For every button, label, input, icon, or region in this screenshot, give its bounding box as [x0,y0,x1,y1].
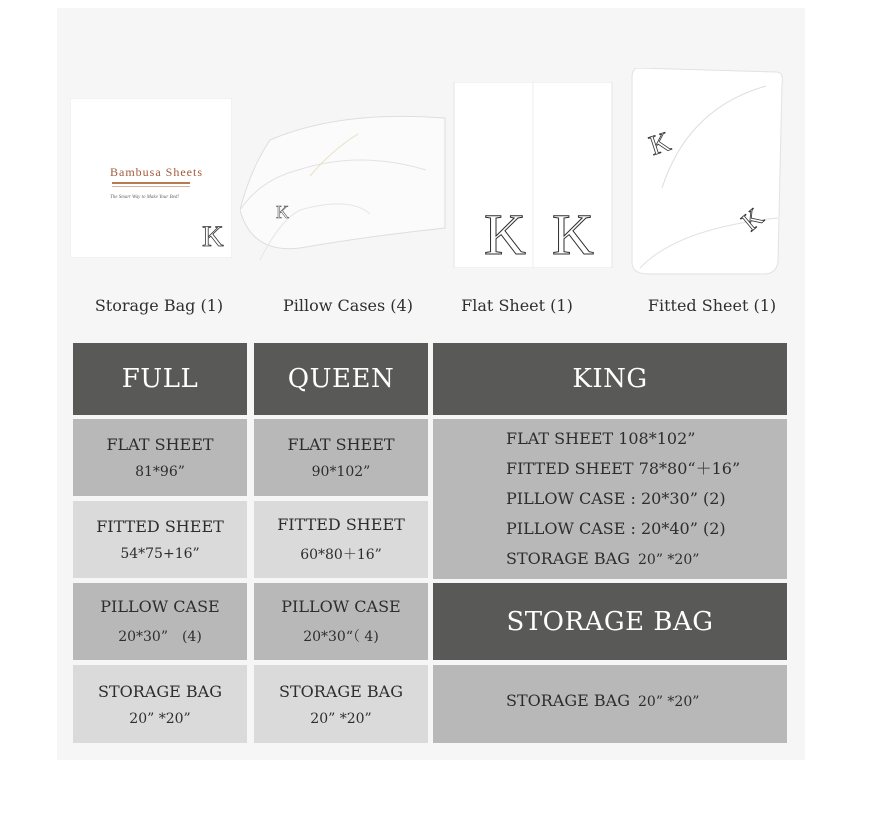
item-size: PILLOW CASE : 20*40” (2) [506,519,726,538]
fitted-sheet-image [628,68,784,278]
item-size: 20” *20” [638,552,700,568]
item-title: FLAT SHEET [287,435,395,454]
item-title: STORAGE BAG [506,691,630,710]
header-queen [254,343,428,415]
item-size: 20” *20” [129,710,191,727]
monogram-k: K [552,202,594,267]
item-size: 54*75+16” [120,546,200,562]
product-caption: Flat Sheet (1) [461,296,573,315]
item-size: PILLOW CASE : 20*30” (2) [506,489,726,508]
item-title: STORAGE BAG [506,549,630,568]
king-pillow-case-standard [506,484,740,514]
item-size: FLAT SHEET 108*102” [506,429,696,448]
product-caption: Pillow Cases (4) [283,296,413,315]
item-title: PILLOW CASE [100,597,220,616]
queen-fitted-sheet [254,501,428,578]
header-label: FULL [121,364,199,394]
king-pillow-case-king [506,514,740,544]
item-size: FITTED SHEET 78*80“＋16” [506,459,741,478]
queen-pillow-case [254,583,428,660]
queen-flat-sheet [254,419,428,496]
item-title: STORAGE BAG [98,681,222,701]
king-contents-list [506,424,740,574]
king-storage-bag-size [506,686,699,716]
monogram-k: K [202,220,224,253]
flat-sheet-image [452,82,614,268]
header-label: QUEEN [287,364,395,394]
monogram-k: K [735,202,770,237]
item-size: 60*80＋16” [300,547,382,563]
item-title: FITTED SHEET [277,515,405,534]
product-caption: Storage Bag (1) [94,296,224,315]
header-label: STORAGE BAG [506,606,714,637]
item-size: 20” *20” [638,694,700,710]
item-size: 20*30” (4) [118,629,202,645]
product-caption: Fitted Sheet (1) [647,296,777,315]
monogram-k: K [276,202,289,222]
brand-logo-text: Bambusa Sheets [110,165,203,179]
monogram-k: K [645,126,675,162]
header-label: KING [572,364,648,394]
item-size: 20*30“（ 4) [303,629,379,645]
monogram-k: K [484,202,526,267]
pillow-cases-image [240,110,446,262]
queen-storage-bag [254,665,428,743]
item-title: PILLOW CASE [281,597,401,616]
full-fitted-sheet [73,501,247,578]
king-fitted-sheet [506,454,740,484]
item-title: STORAGE BAG [279,681,403,701]
storage-bag-image [70,98,232,258]
item-size: 90*102” [311,464,371,480]
item-size: 20” *20” [310,710,372,727]
full-pillow-case [73,583,247,660]
king-flat-sheet [506,424,740,454]
item-size: 81*96” [135,464,185,480]
header-king [433,343,787,415]
header-full [73,343,247,415]
brand-tagline: The Smart Way to Make Your Bed! [110,195,180,200]
full-storage-bag [73,665,247,743]
king-storage-bag [506,544,740,574]
full-flat-sheet [73,419,247,496]
item-title: FLAT SHEET [106,435,214,454]
item-title: FITTED SHEET [96,517,224,536]
king-storage-bag-header [433,583,787,660]
